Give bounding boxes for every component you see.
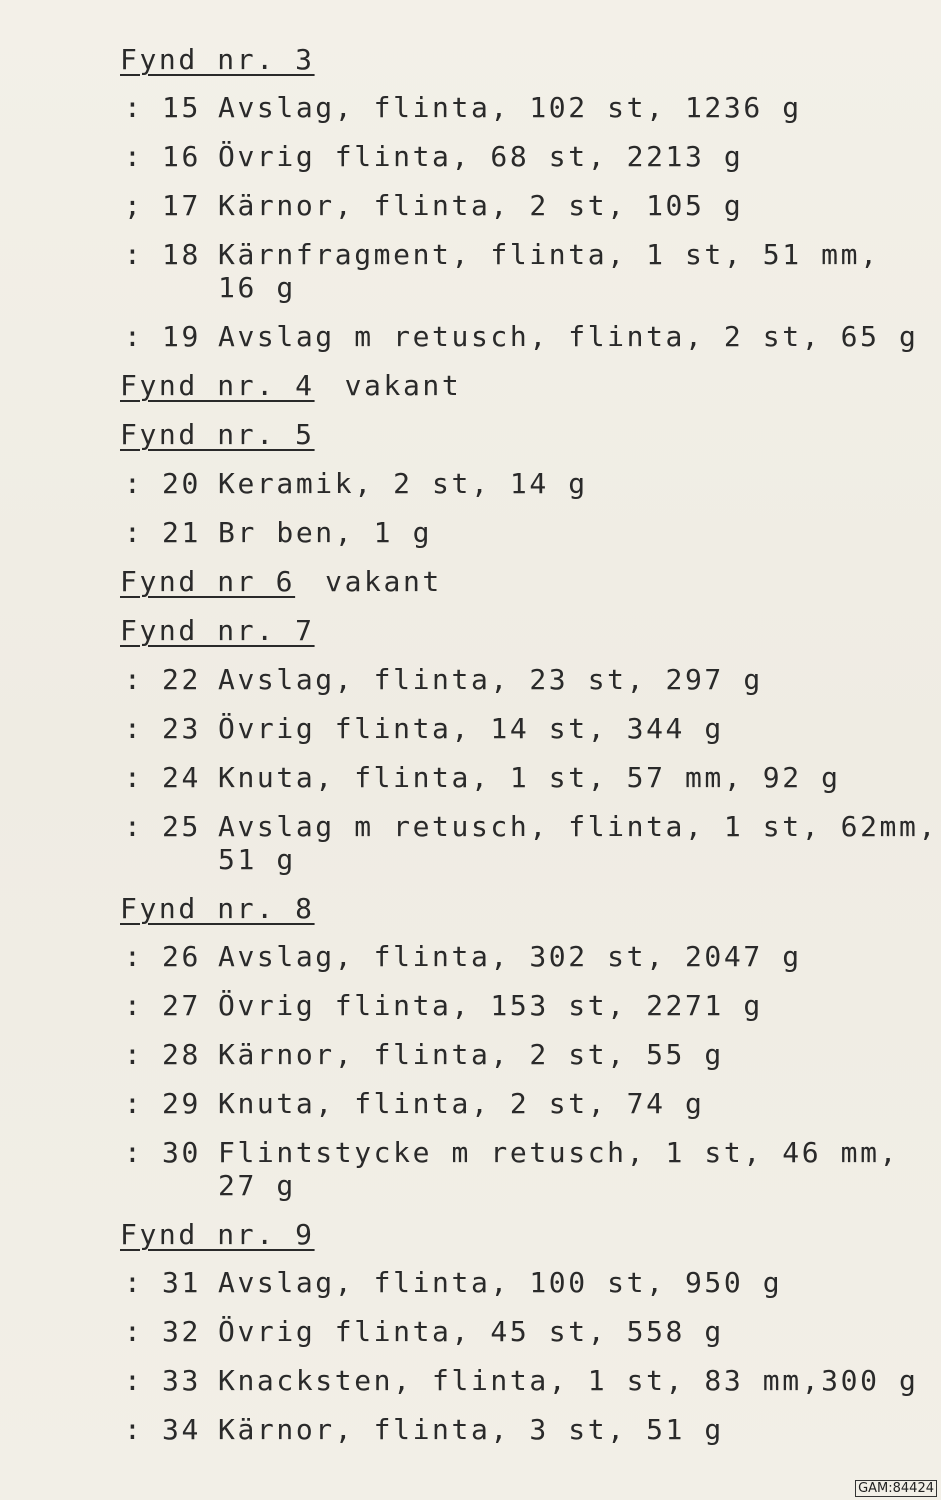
entry-description: Knuta, flinta, 1 st, 57 mm, 92 g xyxy=(218,761,841,794)
entry-description: Övrig flinta, 45 st, 558 g xyxy=(218,1315,724,1348)
find-heading xyxy=(120,370,461,402)
entry-number: 32 xyxy=(162,1315,201,1348)
entry-marker: : xyxy=(124,940,144,973)
entry-description: Avslag, flinta, 102 st, 1236 g xyxy=(218,91,802,124)
entry-description: Avslag m retusch, flinta, 2 st, 65 g xyxy=(218,320,919,353)
entry-number: 31 xyxy=(162,1266,201,1299)
entry-description: Avslag, flinta, 100 st, 950 g xyxy=(218,1266,783,1299)
entry-number: 24 xyxy=(162,761,201,794)
catalog-id-stamp: GAM:84424 xyxy=(855,1480,937,1497)
entry-number: 26 xyxy=(162,940,201,973)
entry-description: Övrig flinta, 153 st, 2271 g xyxy=(218,989,763,1022)
entry-number: 17 xyxy=(162,189,201,222)
find-heading-note: vakant xyxy=(325,565,442,598)
entry-number: 23 xyxy=(162,712,201,745)
entry-description: Avslag, flinta, 302 st, 2047 g xyxy=(218,940,802,973)
entry-marker: : xyxy=(124,1315,144,1348)
entry-number: 29 xyxy=(162,1087,201,1120)
find-heading xyxy=(120,419,315,451)
entry-description: Kärnor, flinta, 2 st, 105 g xyxy=(218,189,744,222)
entry-description: Keramik, 2 st, 14 g xyxy=(218,467,588,500)
entry-marker: : xyxy=(124,1087,144,1120)
entry-description: Övrig flinta, 14 st, 344 g xyxy=(218,712,724,745)
entry-continuation: 16 g xyxy=(218,271,296,304)
entry-description: Knacksten, flinta, 1 st, 83 mm,300 g xyxy=(218,1364,919,1397)
entry-description: Kärnfragment, flinta, 1 st, 51 mm, xyxy=(218,238,880,271)
entry-marker: : xyxy=(124,516,144,549)
entry-description: Br ben, 1 g xyxy=(218,516,433,549)
entry-marker: : xyxy=(124,1413,144,1446)
entry-number: 25 xyxy=(162,810,201,843)
entry-continuation: 27 g xyxy=(218,1169,296,1202)
entry-description: Flintstycke m retusch, 1 st, 46 mm, xyxy=(218,1136,900,1169)
entry-number: 20 xyxy=(162,467,201,500)
entry-marker: : xyxy=(124,761,144,794)
entry-marker: : xyxy=(124,91,144,124)
entry-number: 34 xyxy=(162,1413,201,1446)
entry-marker: : xyxy=(124,1136,144,1169)
entry-continuation: 51 g xyxy=(218,843,296,876)
entry-description: Kärnor, flinta, 3 st, 51 g xyxy=(218,1413,724,1446)
find-heading-title: Fynd nr. 3 xyxy=(120,43,315,76)
entry-marker: ; xyxy=(124,189,144,222)
find-heading-title: Fynd nr. 8 xyxy=(120,892,315,925)
entry-marker: : xyxy=(124,238,144,271)
entry-marker: : xyxy=(124,663,144,696)
entry-number: 30 xyxy=(162,1136,201,1169)
find-heading-title: Fynd nr. 9 xyxy=(120,1218,315,1251)
entry-marker: : xyxy=(124,712,144,745)
entry-description: Avslag, flinta, 23 st, 297 g xyxy=(218,663,763,696)
find-heading xyxy=(120,615,315,647)
entry-description: Kärnor, flinta, 2 st, 55 g xyxy=(218,1038,724,1071)
entry-number: 28 xyxy=(162,1038,201,1071)
find-heading xyxy=(120,566,442,598)
entry-number: 22 xyxy=(162,663,201,696)
entry-marker: : xyxy=(124,1266,144,1299)
entry-number: 16 xyxy=(162,140,201,173)
entry-marker: : xyxy=(124,320,144,353)
find-heading-title: Fynd nr 6 xyxy=(120,565,296,598)
find-heading-title: Fynd nr. 7 xyxy=(120,614,315,647)
find-heading-title: Fynd nr. 5 xyxy=(120,418,315,451)
find-heading xyxy=(120,893,315,925)
entry-number: 19 xyxy=(162,320,201,353)
entry-marker: : xyxy=(124,1038,144,1071)
entry-description: Knuta, flinta, 2 st, 74 g xyxy=(218,1087,705,1120)
entry-number: 21 xyxy=(162,516,201,549)
find-heading-note: vakant xyxy=(344,369,462,402)
entry-marker: : xyxy=(124,467,144,500)
find-heading xyxy=(120,44,315,76)
entry-marker: : xyxy=(124,989,144,1022)
entry-number: 33 xyxy=(162,1364,201,1397)
entry-marker: : xyxy=(124,810,144,843)
entry-description: Övrig flinta, 68 st, 2213 g xyxy=(218,140,744,173)
entry-number: 15 xyxy=(162,91,201,124)
entry-marker: : xyxy=(124,140,144,173)
entry-description: Avslag m retusch, flinta, 1 st, 62mm, xyxy=(218,810,938,843)
entry-marker: : xyxy=(124,1364,144,1397)
entry-number: 18 xyxy=(162,238,201,271)
entry-number: 27 xyxy=(162,989,201,1022)
find-heading-title: Fynd nr. 4 xyxy=(120,369,315,402)
find-heading xyxy=(120,1219,315,1251)
